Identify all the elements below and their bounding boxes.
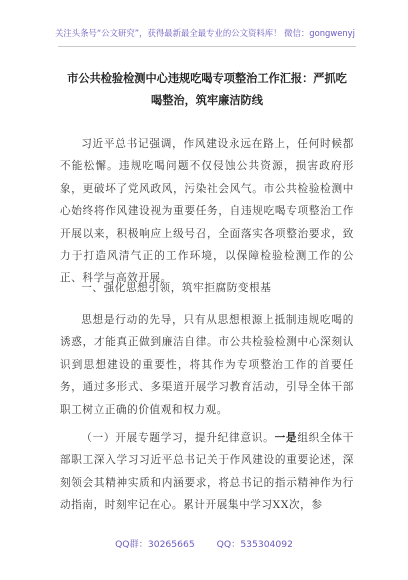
footer-contact — [0, 536, 408, 550]
subsection-paragraph — [60, 427, 354, 517]
intro-paragraph: 习近平总书记强调，作风建设永远在路上，任何时候都不能松懈。违规吃喝问题不仅侵蚀公共资源，损害政府形象，更破坏了党风政风，污染社会风气。市公共检验检测中心始终将作风建设视为重要任务，自违规吃喝专项整治工作开展以来，积极响应上级号召，全面落实各项整治要求，致力于打造风清气正的工作环境，以保障检验检测工作的公正、科学与高效开展。 — [60, 138, 354, 285]
header-promo-note: 关注头条号“公文研究”，获得最新最全最专业的公文资料库！ 微信：gongwenyj — [55, 28, 355, 38]
subsection-bold-phrase: 一是 — [274, 432, 298, 444]
footer-qq: QQ：535304092 — [216, 539, 293, 550]
subsection-lead: （一）开展专题学习，提升纪律意识。 — [81, 432, 275, 444]
header-divider — [58, 46, 356, 47]
document-title: 市公共检验检测中心违规吃喝专项整治工作汇报：严抓吃喝整治，筑牢廉洁防线 — [67, 72, 347, 107]
footer-qq-group: QQ群：30265665 — [115, 539, 195, 550]
section-heading: 一、强化思想引领，筑牢拒腐防变根基 — [81, 282, 272, 294]
subsection-text: 组织全体干部职工深入学习习近平总书记关于作风建设的重要论述，深刻领会其精神实质和内涵要求，将总书记的指示精神作为行动指南，时刻牢记在心。累计开展集中学习XX次，参 — [60, 432, 355, 512]
body-paragraph: 思想是行动的先导，只有从思想根源上抵制违规吃喝的诱惑，才能真正做到廉洁自律。市公共检验检测中心深刻认识到思想建设的重要性，将其作为专项整治工作的首要任务，通过多形式、多渠道开展学习教育活动，引导全体干部职工树立正确的价值观和权力观。 — [60, 314, 354, 416]
